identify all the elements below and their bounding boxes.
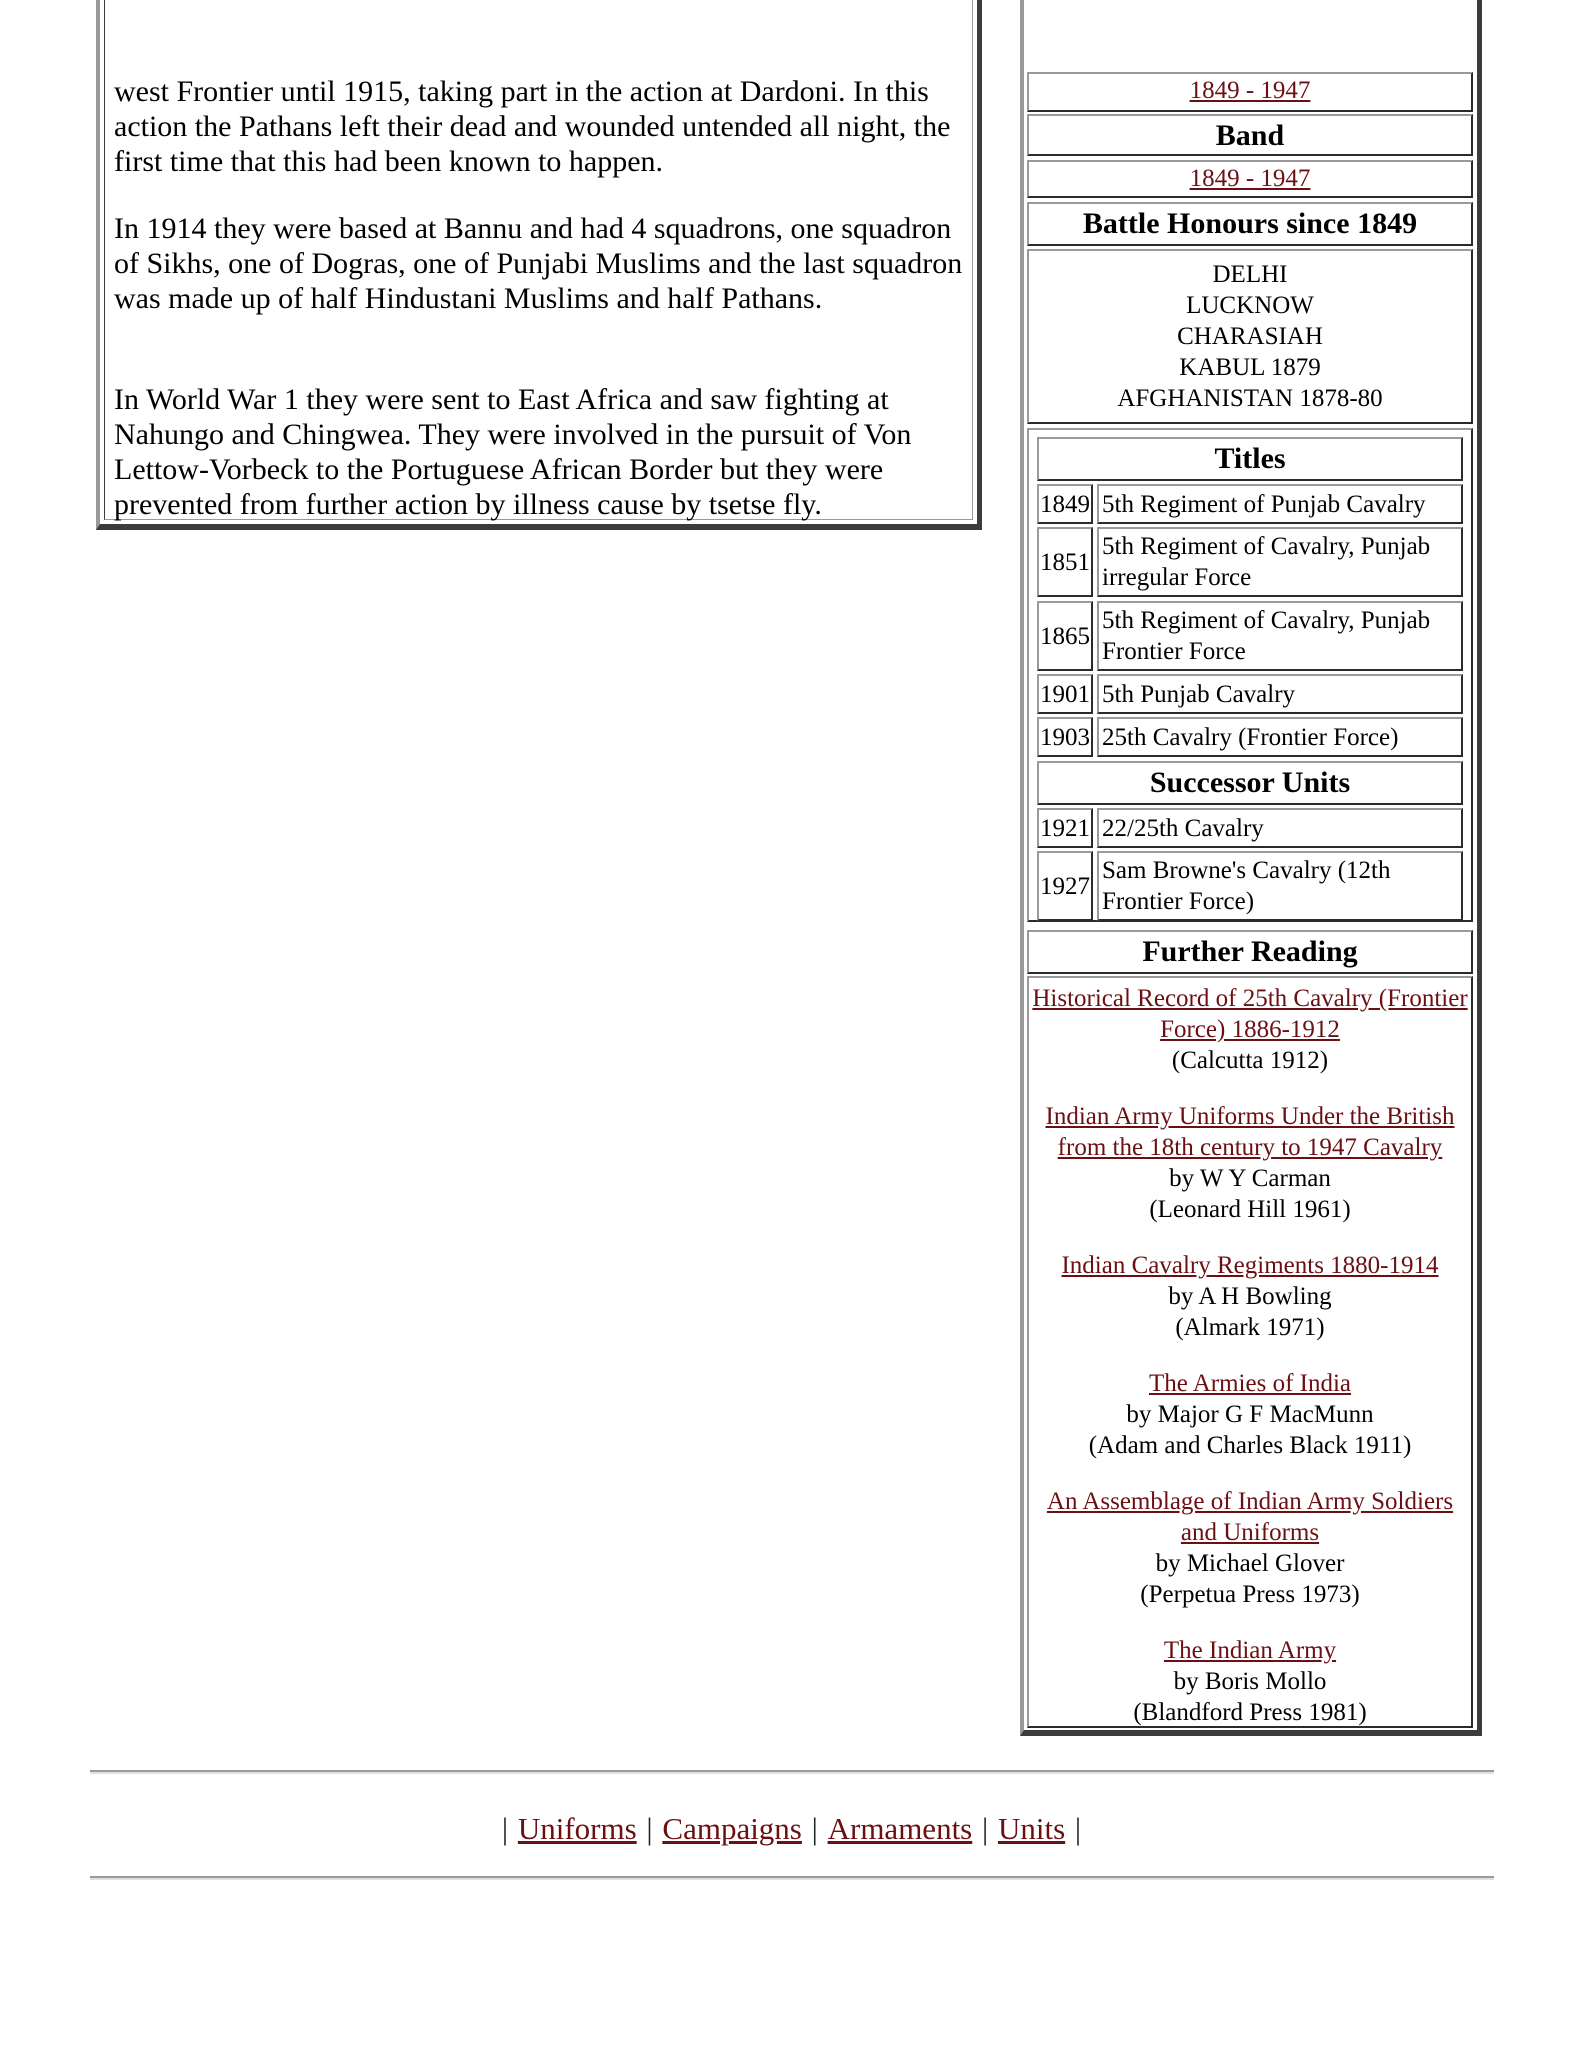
book-publisher: (Perpetua Press 1973) [1140, 1581, 1360, 1608]
further-reading-list [1027, 976, 1473, 1728]
book-publisher: (Leonard Hill 1961) [1149, 1196, 1351, 1223]
book-publisher: (Almark 1971) [1175, 1314, 1325, 1341]
successor-name: 22/25th Cavalry [1097, 808, 1463, 848]
nav-link-armaments[interactable]: Armaments [827, 1811, 973, 1846]
battle-honour-item: AFGHANISTAN 1878-80 [1117, 385, 1383, 412]
article-paragraph: In World War 1 they were sent to East Africa and saw fighting at Nahungo and Chingwea. They were involved in the pursuit of Von Lettow-Vorbeck to the Portuguese African Border but they were prevented from further action by illness cause by tsetse fly. [114, 383, 912, 521]
book-title-link[interactable]: Historical Record of 25th Cavalry (Frontier Force) 1886-1912 [1032, 985, 1468, 1043]
book-entry [1029, 1250, 1471, 1343]
book-entry [1029, 1635, 1471, 1728]
uniforms-period-cell [1027, 72, 1473, 112]
band-period-link[interactable]: 1849 - 1947 [1189, 165, 1311, 192]
title-year: 1903 [1037, 717, 1093, 757]
book-entry [1029, 1486, 1471, 1610]
battle-honour-item: CHARASIAH [1177, 323, 1323, 350]
book-title-link[interactable]: Indian Army Uniforms Under the British from the 18th century to 1947 Cavalry [1045, 1103, 1455, 1161]
title-name: 5th Punjab Cavalry [1097, 674, 1463, 714]
book-entry [1029, 983, 1471, 1076]
book-title-link[interactable]: The Armies of India [1148, 1370, 1352, 1397]
titles-heading: Titles [1037, 437, 1463, 481]
successor-name: Sam Browne's Cavalry (12th Frontier Force) [1097, 851, 1463, 921]
nav-separator: | [811, 1811, 818, 1846]
title-name: 5th Regiment of Cavalry, Punjab irregular Force [1097, 527, 1463, 597]
book-entry [1029, 1101, 1471, 1225]
nav-link-uniforms[interactable]: Uniforms [517, 1811, 637, 1846]
nav-separator: | [982, 1811, 989, 1846]
article-paragraph: In 1914 they were based at Bannu and had 4 squadrons, one squadron of Sikhs, one of Dogras, one of Punjabi Muslims and the last squadron was made up of half Hindustani Muslims and half Pathans. [114, 212, 963, 315]
article-paragraph: west Frontier until 1915, taking part in the action at Dardoni. In this action the Pathans left their dead and wounded untended all night, the first time that this had been known to happen. [114, 75, 951, 178]
footer-nav [0, 1810, 1583, 1848]
book-author: by A H Bowling [1168, 1283, 1332, 1310]
band-heading: Band [1027, 114, 1473, 156]
book-author: by Major G F MacMunn [1126, 1401, 1374, 1428]
band-period-cell [1027, 160, 1473, 198]
nav-link-campaigns[interactable]: Campaigns [662, 1811, 802, 1846]
title-name: 5th Regiment of Cavalry, Punjab Frontier Force [1097, 601, 1463, 671]
successor-units-heading: Successor Units [1037, 761, 1463, 805]
nav-link-units[interactable]: Units [997, 1811, 1066, 1846]
footer-divider-top [90, 1770, 1494, 1774]
further-reading-heading: Further Reading [1027, 930, 1473, 974]
book-title-link[interactable]: Indian Cavalry Regiments 1880-1914 [1061, 1252, 1439, 1279]
book-publisher: (Adam and Charles Black 1911) [1088, 1432, 1412, 1459]
title-name: 5th Regiment of Punjab Cavalry [1097, 484, 1463, 524]
battle-honour-item: KABUL 1879 [1179, 354, 1321, 381]
successor-year: 1927 [1037, 851, 1093, 921]
book-title-link[interactable]: The Indian Army [1163, 1637, 1337, 1664]
book-author: by W Y Carman [1169, 1165, 1331, 1192]
title-name: 25th Cavalry (Frontier Force) [1097, 717, 1463, 757]
book-title-link[interactable]: An Assemblage of Indian Army Soldiers and Uniforms [1046, 1488, 1454, 1546]
battle-honour-item: LUCKNOW [1186, 292, 1314, 319]
battle-honours-list [1027, 249, 1473, 424]
battle-honours-heading: Battle Honours since 1849 [1027, 202, 1473, 246]
title-year: 1865 [1037, 601, 1093, 671]
title-year: 1849 [1037, 484, 1093, 524]
battle-honour-item: DELHI [1212, 261, 1288, 288]
uniforms-period-link[interactable]: 1849 - 1947 [1189, 77, 1311, 104]
nav-separator: | [1074, 1811, 1082, 1846]
footer-divider-bottom [90, 1876, 1494, 1880]
book-entry [1029, 1368, 1471, 1461]
title-year: 1851 [1037, 527, 1093, 597]
book-publisher: (Calcutta 1912) [1171, 1047, 1329, 1074]
title-year: 1901 [1037, 674, 1093, 714]
nav-separator: | [501, 1811, 509, 1846]
nav-separator: | [646, 1811, 653, 1846]
successor-year: 1921 [1037, 808, 1093, 848]
book-author: by Boris Mollo [1173, 1668, 1327, 1695]
book-author: by Michael Glover [1155, 1550, 1345, 1577]
book-publisher: (Blandford Press 1981) [1133, 1699, 1367, 1726]
